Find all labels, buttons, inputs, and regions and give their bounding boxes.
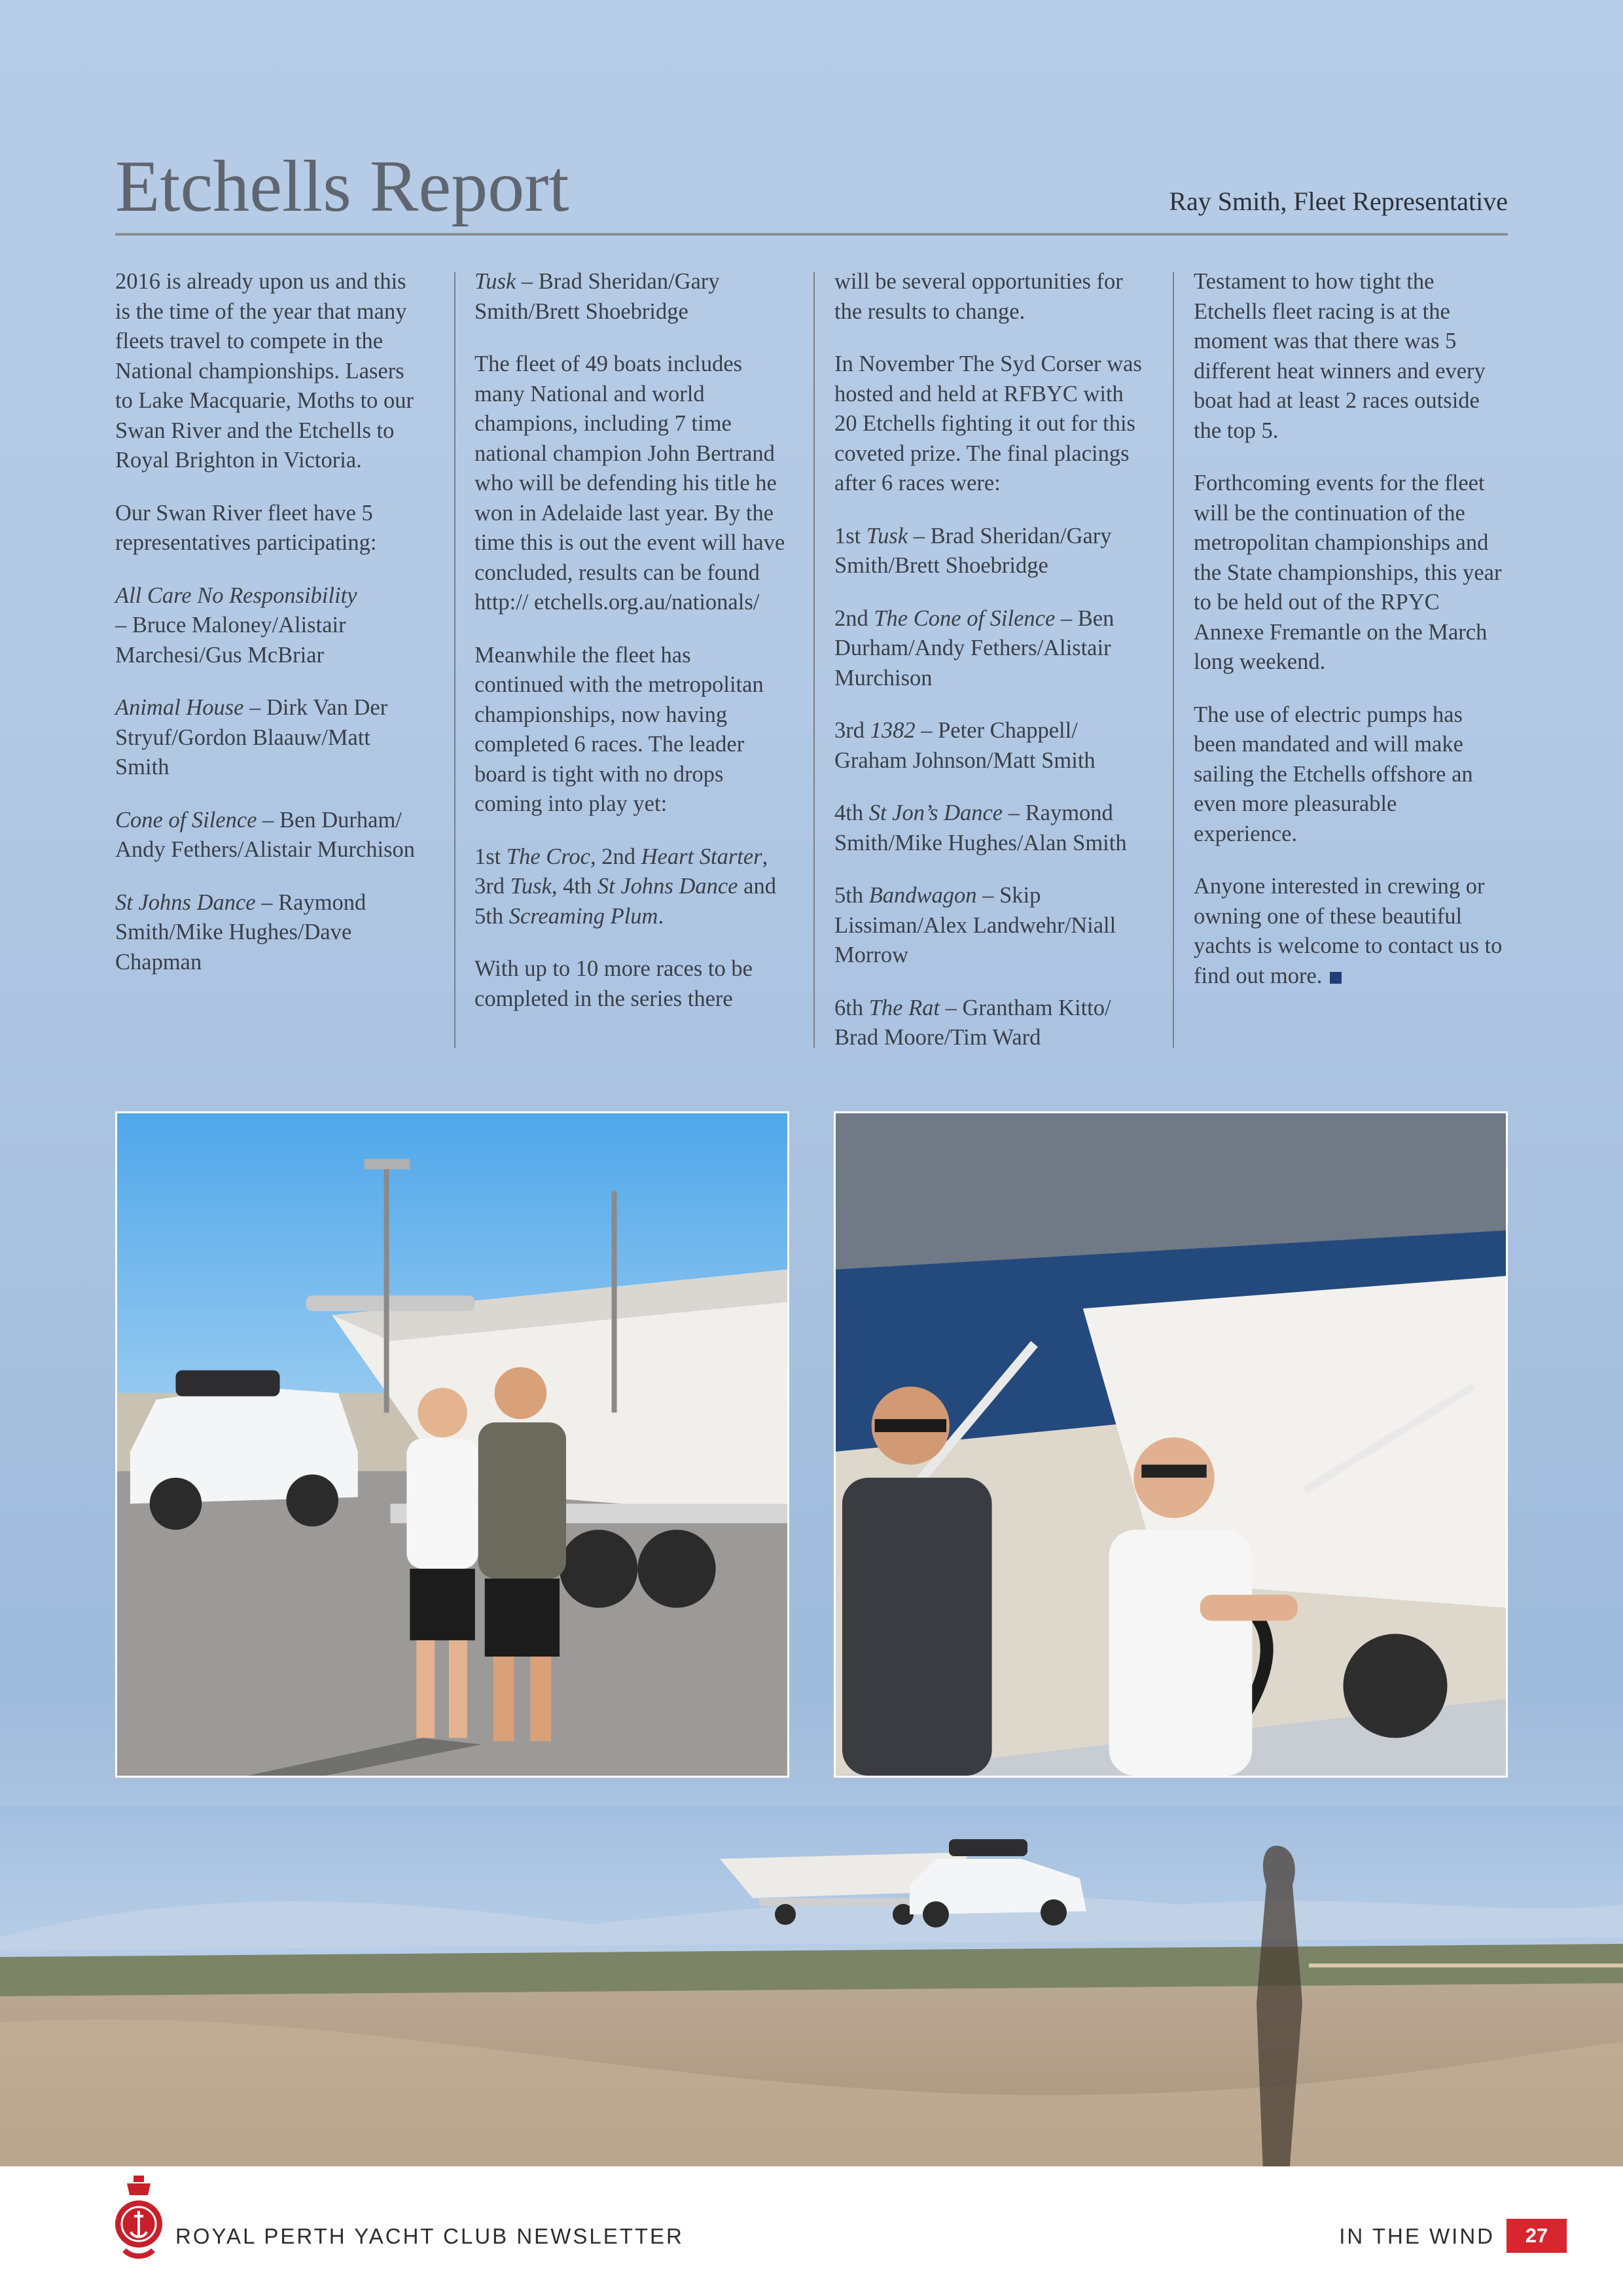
article-column-3 (834, 267, 1145, 1076)
club-crest-logo (113, 2173, 165, 2271)
boat-name: All Care No Responsibility (115, 583, 357, 608)
boat-name: Tusk (866, 523, 908, 548)
crew-entry (115, 581, 426, 671)
leader-place: , 4th (551, 874, 597, 899)
closing-paragraph (1194, 872, 1505, 991)
photo-illustration (117, 1113, 787, 1776)
boat-name: The Croc (506, 844, 590, 869)
result-place: 3rd (834, 718, 870, 743)
paragraph: will be several opportunities for the results to change. (834, 269, 1123, 324)
result-place: 6th (834, 995, 869, 1020)
crew-names: – Bruce Maloney/Alistair Marchesi/Gus McBriar (115, 613, 346, 668)
leader-place: and 5th (474, 874, 776, 929)
boat-name: St Jon’s Dance (868, 800, 1003, 825)
crew-entry (115, 888, 426, 978)
leader-place: , 3rd (474, 844, 768, 899)
result-place: 5th (834, 883, 869, 908)
crew-names: – Raymond Smith/Mike Hughes/Dave Chapman (115, 889, 366, 975)
crew-names: – Brad Sheridan/Gary Smith/Brett Shoebridge (474, 269, 720, 324)
paragraph-text: Anyone interested in crewing or owning one of these beautiful yachts is welcome to contact us to find out more. (1194, 874, 1503, 988)
boat-name: The Cone of Silence (874, 605, 1056, 631)
boat-name: Screaming Plum (508, 903, 658, 929)
paragraph: Forthcoming events for the fleet will be the continuation of the metropolitan championships and the State championships, this year to be held out of the RPYC Annexe Fremantle on the March long weekend. (1194, 471, 1502, 674)
paragraph: In November The Syd Corser was hosted and held at RFBYC with 20 Etchells fighting it out for this coveted prize. The final placings after 6 races were: (834, 351, 1142, 495)
photo-crew-with-boat-trailer (115, 1111, 789, 1778)
photo-illustration (836, 1113, 1506, 1776)
boat-name: Animal House (115, 695, 244, 720)
crew-names: – Grantham Kitto/ Brad Moore/Tim Ward (834, 995, 1111, 1050)
boat-name: 1382 (870, 718, 916, 743)
paragraph: Testament to how tight the Etchells fleet racing is at the moment was that there was 5 different heat winners and every boat had at least 2 races outside the top 5. (1194, 269, 1486, 443)
result-entry (834, 994, 1145, 1053)
boat-name: St Johns Dance (597, 874, 738, 899)
crest-icon (113, 2173, 165, 2271)
article-column-1 (115, 267, 426, 1000)
boat-name: Heart Starter (641, 844, 762, 869)
end-of-article-icon (1330, 972, 1342, 984)
paragraph: With up to 10 more races to be completed in the series there (474, 956, 753, 1011)
result-entry (834, 798, 1145, 858)
paragraph: The use of electric pumps has been mandated and will make sailing the Etchells offshore an even more pleasurable experience. (1194, 702, 1473, 846)
crew-entry (115, 693, 426, 783)
boat-name: Bandwagon (868, 883, 977, 908)
paragraph: The fleet of 49 boats includes many National and world champions, including 7 time national champion John Bertrand who will be defending his title he won in Adelaide last year. By the time this is out the event will have concluded, results can be found http:// etchells.org.au/nationals/ (474, 351, 785, 615)
panorama-illustration (0, 1806, 1623, 2173)
result-place: 2nd (834, 605, 874, 631)
column-separator (1173, 272, 1174, 1048)
punctuation: . (658, 903, 664, 929)
crew-entry (474, 267, 785, 327)
leader-board (474, 842, 785, 932)
result-place: 1st (834, 523, 866, 548)
result-entry (834, 716, 1145, 776)
result-entry (834, 604, 1145, 694)
result-entry (834, 881, 1145, 971)
photo-washing-boat (834, 1111, 1508, 1778)
page-title: Etchells Report (115, 146, 569, 227)
crew-entry (115, 806, 426, 865)
paragraph: Meanwhile the fleet has continued with the metropolitan championships, now having completed 6 races. The leader board is tight with no drops coming into play yet: (474, 642, 764, 816)
leader-place: , 2nd (590, 844, 641, 869)
panorama-photo-car-and-trailer (0, 1806, 1623, 2173)
paragraph: 2016 is already upon us and this is the time of the year that many fleets travel to compete in the National championships. Lasers to Lake Macquarie, Moths to our Swan River and the Etchells to Royal Brighton in Victoria. (115, 269, 414, 473)
column-separator (813, 272, 815, 1048)
crew-names: – Ben Durham/Andy Fethers/Alistair Murchison (834, 605, 1115, 691)
boat-name: Tusk (510, 874, 552, 899)
crew-names: – Dirk Van Der Stryuf/Gordon Blaauw/Matt Smith (115, 695, 388, 780)
boat-name: Tusk (474, 269, 516, 294)
crew-names: – Peter Chappell/ Graham Johnson/Matt Smith (834, 718, 1096, 773)
crew-names: – Skip Lissiman/Alex Landwehr/Niall Morrow (834, 883, 1116, 967)
author-byline: Ray Smith, Fleet Representative (1169, 187, 1508, 216)
section-name: IN THE WIND (1339, 2224, 1495, 2248)
column-separator (454, 272, 455, 1048)
page-number-badge: 27 (1507, 2219, 1567, 2253)
article-columns (115, 267, 1508, 1052)
paragraph: Our Swan River fleet have 5 representatives participating: (115, 500, 377, 555)
boat-name: Cone of Silence (115, 807, 257, 833)
publication-name: ROYAL PERTH YACHT CLUB NEWSLETTER (175, 2224, 684, 2248)
crew-names: – Ben Durham/ Andy Fethers/Alistair Murchison (115, 807, 416, 862)
leader-place: 1st (474, 844, 507, 869)
boat-name: The Rat (868, 995, 940, 1020)
article-column-2 (474, 267, 785, 1037)
crew-names: – Raymond Smith/Mike Hughes/Alan Smith (834, 800, 1127, 855)
result-entry (834, 522, 1145, 581)
crew-names: – Brad Sheridan/Gary Smith/Brett Shoebridge (834, 523, 1112, 578)
article-column-4 (1194, 267, 1505, 1014)
boat-name: St Johns Dance (115, 889, 256, 915)
result-place: 4th (834, 800, 869, 825)
title-divider (115, 233, 1508, 236)
